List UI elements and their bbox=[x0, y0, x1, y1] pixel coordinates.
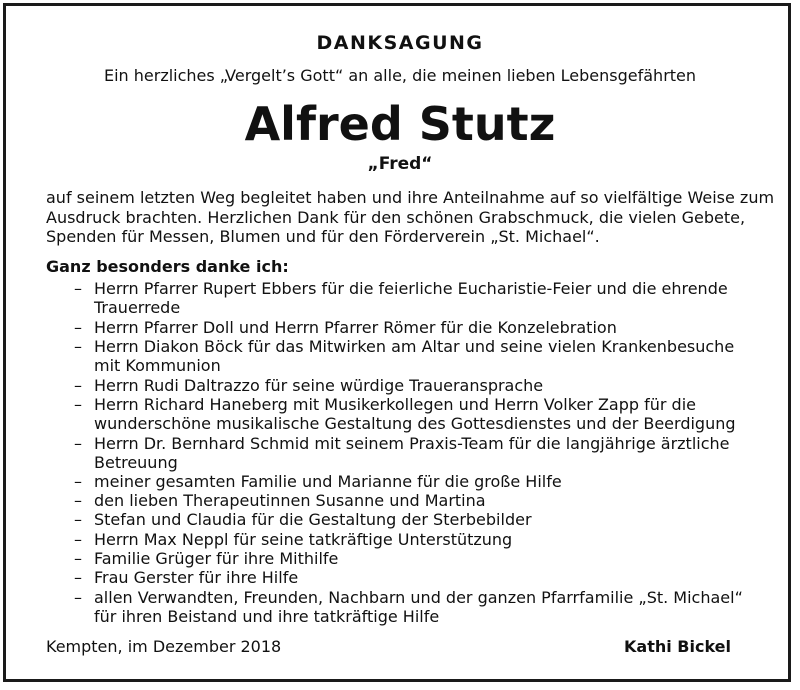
list-item-line: Herrn Pfarrer Doll und Herrn Pfarrer Römer für die Konzelebration bbox=[94, 318, 617, 337]
list-item-line: allen Verwandten, Freunden, Nachbarn und der ganzen Pfarrfamilie „St. Michael“ bbox=[94, 588, 743, 607]
list-dash: – bbox=[74, 549, 82, 568]
list-dash: – bbox=[74, 318, 82, 337]
list-dash: – bbox=[74, 472, 82, 491]
list-item-line: Herrn Rudi Daltrazzo für seine würdige Traueransprache bbox=[94, 376, 544, 395]
list-item-line: für ihren Beistand und ihre tatkräftige Hilfe bbox=[94, 607, 440, 626]
notice-heading: DANKSAGUNG bbox=[316, 32, 484, 54]
list-item-line: Herrn Diakon Böck für das Mitwirken am Altar und seine vielen Krankenbesuche bbox=[94, 337, 735, 356]
thanks-heading: Ganz besonders danke ich: bbox=[46, 257, 289, 276]
body-line: auf seinem letzten Weg begleitet haben und ihre Anteilnahme auf so vielfältige Weise zum bbox=[46, 188, 775, 207]
list-item-line: den lieben Therapeutinnen Susanne und Martina bbox=[94, 491, 486, 510]
list-item-line: Frau Gerster für ihre Hilfe bbox=[94, 568, 299, 587]
list-item-line: Stefan und Claudia für die Gestaltung der Sterbebilder bbox=[94, 510, 532, 529]
list-dash: – bbox=[74, 395, 82, 414]
list-item-line: Herrn Max Neppl für seine tatkräftige Unterstützung bbox=[94, 530, 513, 549]
list-dash: – bbox=[74, 337, 82, 356]
list-dash: – bbox=[74, 568, 82, 587]
list-item-line: Herrn Richard Haneberg mit Musikerkollegen und Herrn Volker Zapp für die bbox=[94, 395, 696, 414]
intro-text: Ein herzliches „Vergelt’s Gott“ an alle, die meinen lieben Lebensgefährten bbox=[103, 66, 697, 85]
list-item-line: Betreuung bbox=[94, 453, 178, 472]
signature: Kathi Bickel bbox=[624, 637, 731, 656]
list-item-line: Herrn Pfarrer Rupert Ebbers für die feierliche Eucharistie-Feier und die ehrende bbox=[94, 279, 728, 298]
deceased-name: Alfred Stutz bbox=[244, 97, 556, 151]
body-line: Spenden für Messen, Blumen und für den Förderverein „St. Michael“. bbox=[46, 227, 600, 246]
list-dash: – bbox=[74, 588, 82, 607]
list-dash: – bbox=[74, 491, 82, 510]
list-dash: – bbox=[74, 510, 82, 529]
list-item-line: meiner gesamten Familie und Marianne für die große Hilfe bbox=[94, 472, 562, 491]
list-item-line: mit Kommunion bbox=[94, 356, 221, 375]
list-item-line: Familie Grüger für ihre Mithilfe bbox=[94, 549, 339, 568]
list-item-line: wunderschöne musikalische Gestaltung des Gottesdienstes und der Beerdigung bbox=[94, 414, 736, 433]
list-dash: – bbox=[74, 530, 82, 549]
place-date: Kempten, im Dezember 2018 bbox=[46, 637, 282, 656]
list-dash: – bbox=[74, 434, 82, 453]
list-dash: – bbox=[74, 376, 82, 395]
list-dash: – bbox=[74, 279, 82, 298]
list-item-line: Trauerrede bbox=[94, 298, 181, 317]
list-item-line: Herrn Dr. Bernhard Schmid mit seinem Praxis-Team für die langjährige ärztliche bbox=[94, 434, 730, 453]
body-line: Ausdruck brachten. Herzlichen Dank für den schönen Grabschmuck, die vielen Gebete, bbox=[46, 208, 746, 227]
deceased-nickname: „Fred“ bbox=[367, 154, 433, 174]
